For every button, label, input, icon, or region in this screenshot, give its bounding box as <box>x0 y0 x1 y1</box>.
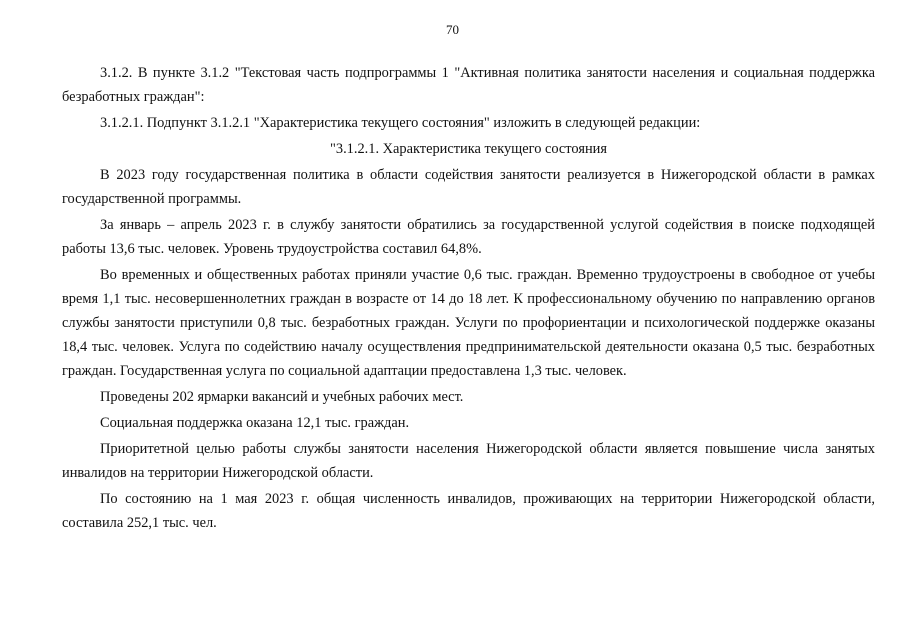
paragraph-job-fairs: Проведены 202 ярмарки вакансий и учебных рабочих мест. <box>100 389 464 405</box>
paragraph-state-policy: В 2023 году государственная политика в области содействия занятости реализуется в Нижегородской области в рамках государственной программы. <box>62 167 875 207</box>
paragraph-3-1-2-1: 3.1.2.1. Подпункт 3.1.2.1 "Характеристика текущего состояния" изложить в следующей редакции: <box>100 115 701 131</box>
paragraph-jan-apr-stats: За январь – апрель 2023 г. в службу занятости обратились за государственной услугой содействия в поиске подходящей работы 13,6 тыс. человек. Уровень трудоустройства составил 64,8%. <box>62 217 875 257</box>
paragraph-social-support: Социальная поддержка оказана 12,1 тыс. граждан. <box>100 415 410 431</box>
paragraph-priority-goal: Приоритетной целью работы службы занятости населения Нижегородской области является повышение числа занятых инвалидов на территории Нижегородской области. <box>62 441 875 481</box>
paragraph-disabled-count: По состоянию на 1 мая 2023 г. общая численность инвалидов, проживающих на территории Нижегородской области, составила 252,1 тыс. чел. <box>62 491 875 531</box>
document-body <box>62 61 875 537</box>
section-heading: "3.1.2.1. Характеристика текущего состояния <box>330 141 607 157</box>
page-number: 70 <box>446 22 459 37</box>
paragraph-3-1-2: 3.1.2. В пункте 3.1.2 "Текстовая часть подпрограммы 1 "Активная политика занятости населения и социальная поддержка безработных граждан": <box>62 65 875 105</box>
paragraph-temporary-work: Во временных и общественных работах приняли участие 0,6 тыс. граждан. Временно трудоустроены в свободное от учебы время 1,1 тыс. несовершеннолетних граждан в возрасте от 14 до 18 лет. К профессиональному обучению по направлению органов службы занятости приступили 0,8 тыс. безработных граждан. Услуги по профориентации и психологической поддержке оказаны 18,4 тыс. человек. Услуга по содействию началу осуществления предпринимательской деятельности оказана 0,5 тыс. безработных граждан. Государственная услуга по социальной адаптации предоставлена 1,3 тыс. человек. <box>62 267 875 379</box>
